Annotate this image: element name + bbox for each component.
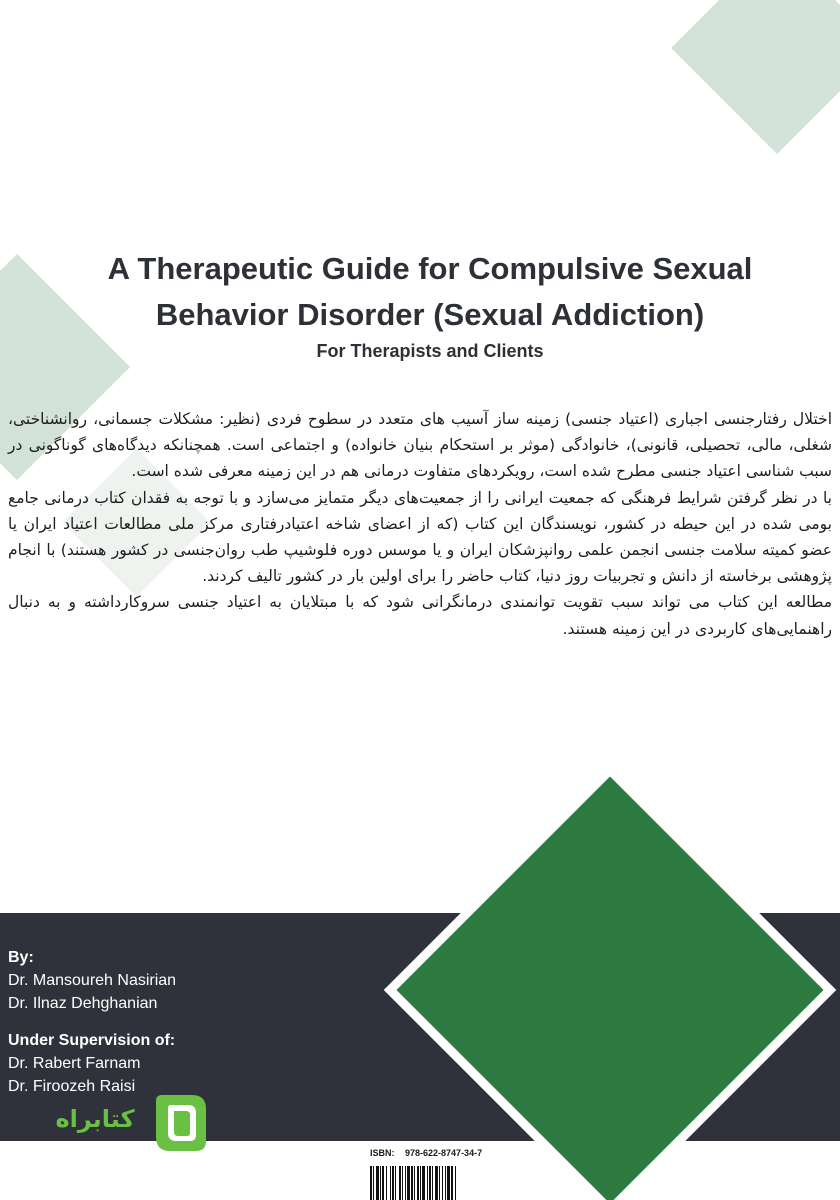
supervision-heading: Under Supervision of: [8, 1032, 176, 1049]
supervisor-name: Dr. Rabert Farnam [8, 1055, 141, 1072]
decor-diamond-top-right [671, 0, 840, 154]
supervisor-name: Dr. Firoozeh Raisi [8, 1078, 136, 1095]
description-block [8, 406, 832, 642]
description-paragraph: با در نظر گرفتن شرایط فرهنگی که جمعیت ایرانی را از جمعیت‌های دیگر متمایز می‌سازد و با توجه به فقدان کتاب درمانی جامع بومی شده در این حیطه در کشور، نویسندگان این کتاب (که از اعضای شاخه اعتیادرفتاری مرکز ملی مطالعات اعتیاد ایران یا عضو کمیته سلامت جنسی انجمن علمی روانپزشکان ایران و یا موسس دوره فلوشیپ طب روان‌جنسی در کشور هستند) با انجام پژوهشی برخاسته از دانش و تجربیات روز دنیا، کتاب حاضر را برای اولین بار در کشور تالیف کردند. [8, 488, 832, 586]
book-subtitle: For Therapists and Clients [316, 341, 544, 361]
book-title: A Therapeutic Guide for Compulsive Sexual Behavior Disorder (Sexual Addiction) [107, 251, 753, 332]
author-name: Dr. Ilnaz Dehghanian [8, 995, 158, 1012]
author-name: Dr. Mansoureh Nasirian [8, 972, 177, 989]
isbn-line [370, 1148, 482, 1158]
isbn-number: 978-622-8747-34-7 [405, 1148, 483, 1158]
description-paragraph: اختلال رفتارجنسی اجباری (اعتیاد جنسی) زمینه ساز آسیب های متعدد در سطوح فردی (نظیر: مشکلات جسمانی، روانشناختی، شغلی، مالی، تحصیلی، قانونی)، خانوادگی (موثر بر استحکام بنیان خانواده) و اجتماعی است. همچنانکه دیدگاه‌های گوناگونی در سبب شناسی اعتیاد جنسی مطرح شده است، رویکردهای متفاوت درمانی هم در این زمینه معرفی شده است. [8, 410, 832, 481]
publisher-logo [40, 1087, 210, 1157]
isbn-label: ISBN: [370, 1148, 395, 1158]
by-heading: By: [8, 949, 34, 966]
credits-block [8, 946, 176, 1098]
barcode [370, 1166, 498, 1200]
publisher-logo-text: کتابراه [55, 1105, 135, 1133]
description-paragraph: مطالعه این کتاب می تواند سبب تقویت توانمندی درمانگرانی شود که با مبتلایان به اعتیاد جنسی سروکارداشته و به دنبال راهنمایی‌های کاربردی در این زمینه هستند. [8, 593, 832, 638]
book-icon [152, 1091, 210, 1153]
